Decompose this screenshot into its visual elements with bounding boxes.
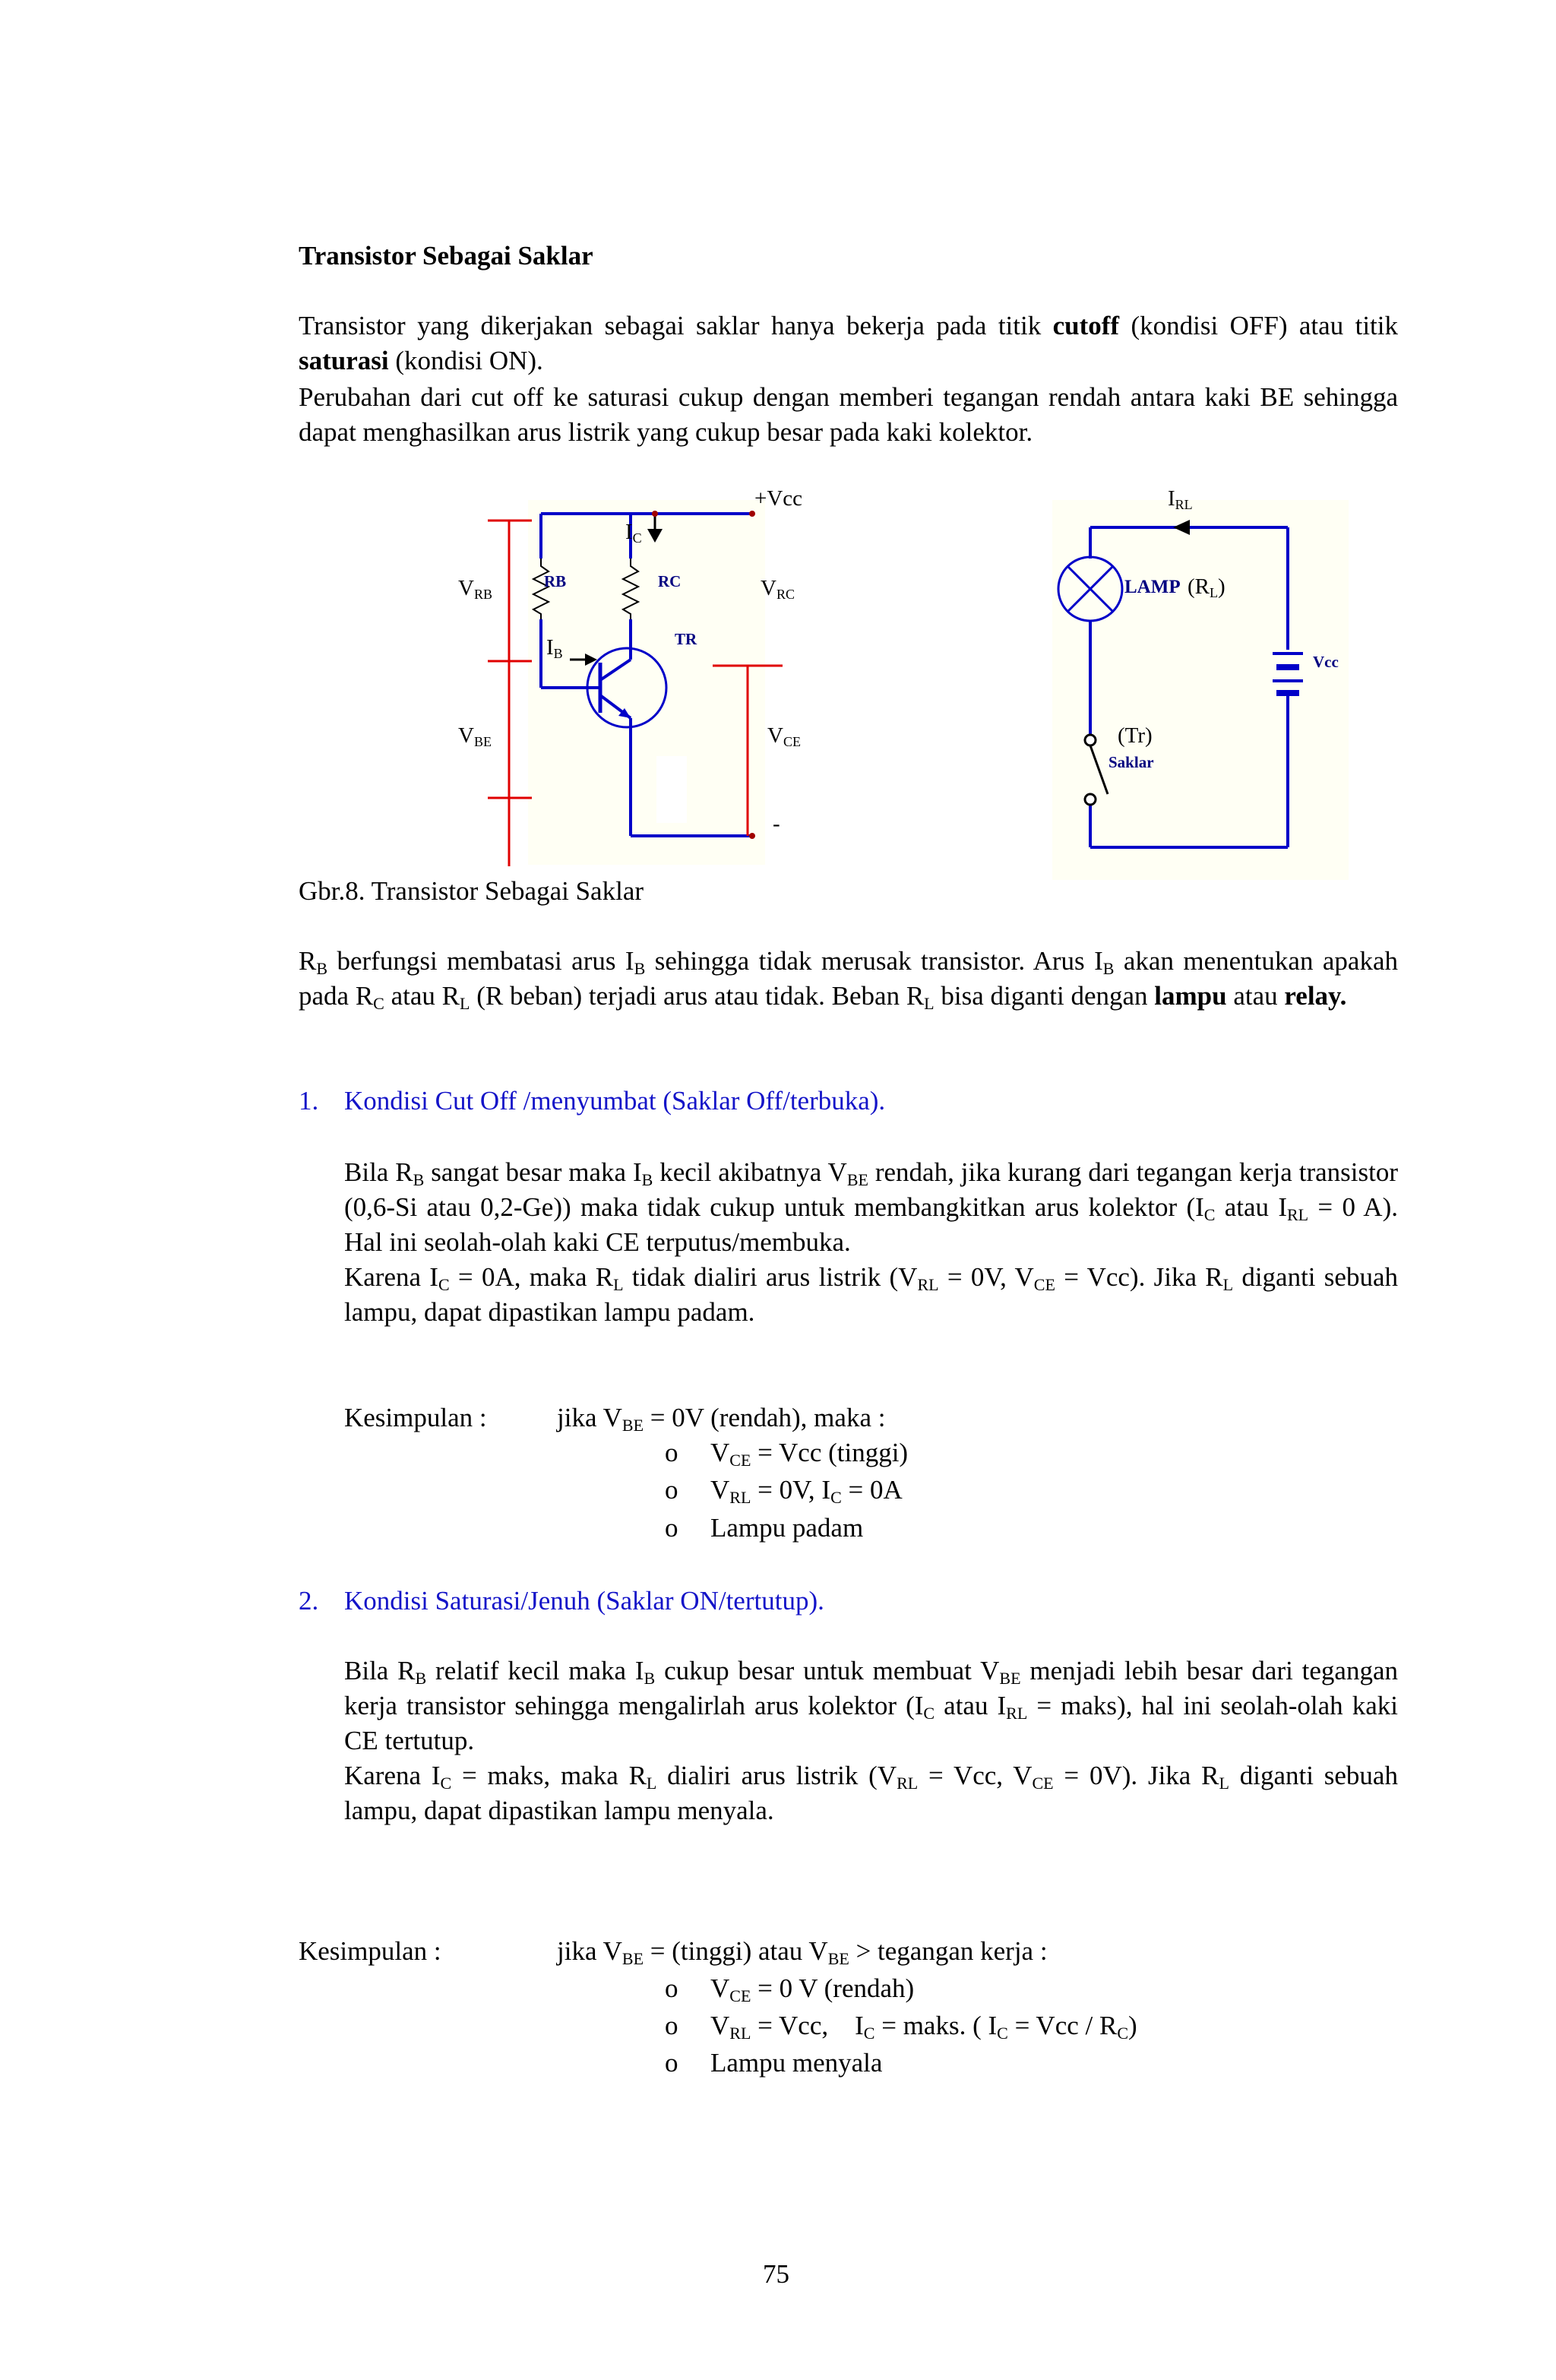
section-2-heading: Kondisi Saturasi/Jenuh (Saklar ON/tertutup). (344, 1586, 824, 1616)
tr-label: (Tr) (1118, 723, 1153, 748)
saklar-tag: Saklar (1108, 753, 1154, 771)
rc-tag: RC (658, 572, 682, 590)
section-2-number: 2. (299, 1586, 319, 1616)
rl-label: $(R_L)$ (1188, 574, 1226, 600)
section-1-paragraph-2: Karena $I_C = 0A$, maka $R_L$ tidak dialiri arus listrik ($V_{RL} = 0V$, $V_{CE} = Vcc$). Jika $R_L$ diganti sebuah lampu, dapat dipastikan lampu padam. (344, 1262, 1398, 1327)
section-1-condition: jika $V_{BE} = 0V$ (rendah), maka : (557, 1403, 886, 1435)
section-2-bullet-1: o $V_{CE} = 0$ V (rendah) (665, 1973, 915, 2005)
section-2-condition: jika $V_{BE}$ = (tinggi) atau $V_{BE}$ > tegangan kerja : (557, 1936, 1048, 1968)
page-number: 75 (763, 2259, 789, 2289)
vrc-label: $V_{RC}$ (761, 576, 795, 602)
section-2-paragraph-2: Karena $I_C$ = maks, maka $R_L$ dialiri arus listrik ($V_{RL}$ = Vcc, $V_{CE} = 0V$). Jika $R_L$ diganti sebuah lampu, dapat dipastikan lampu menyala. (344, 1761, 1398, 1825)
ib-label: $I_B$ (546, 635, 563, 661)
rb-tag: RB (544, 572, 567, 590)
vce-label: $V_{CE}$ (767, 723, 801, 749)
section-2-bullet-3: o Lampu menyala (665, 2048, 883, 2078)
ic-label: $I_C$ (625, 520, 642, 546)
vcc-tag: Vcc (1313, 653, 1339, 671)
intro-paragraph-1: Transistor yang dikerjakan sebagai saklar hanya bekerja pada titik cutoff (kondisi OFF) atau titik saturasi (kondisi ON). (299, 311, 1398, 375)
section-1-paragraph-1: Bila $R_B$ sangat besar maka $I_B$ kecil akibatnya $V_{BE}$ rendah, jika kurang dari tegangan kerja transistor (0,6-Si atau 0,2-Ge)) maka tidak cukup untuk membangkitkan arus kolektor ($I_C$ atau $I_{RL} = 0$ A). Hal ini seolah-olah kaki CE terputus/membuka. (344, 1157, 1398, 1257)
minus-label: - (773, 812, 780, 836)
section-1-bullet-1: o $V_{CE}$ = Vcc (tinggi) (665, 1438, 909, 1470)
section-1-bullet-2: o $V_{RL} = 0V$, $I_C = 0A$ (665, 1475, 903, 1507)
section-1-number: 1. (299, 1086, 319, 1116)
vcc-label: +Vcc (754, 486, 803, 511)
section-2-paragraph-1: Bila $R_B$ relatif kecil maka $I_B$ cukup besar untuk membuat $V_{BE}$ menjadi lebih besar dari tegangan kerja transistor sehingga mengalirlah arus kolektor ($I_C$ atau $I_{RL}$ = maks), hal ini seolah-olah kaki CE tertutup. (344, 1656, 1398, 1755)
irl-label: $I_{RL}$ (1168, 486, 1193, 512)
section-1-bullet-3: o Lampu padam (665, 1513, 864, 1543)
lamp-tag: LAMP (1124, 577, 1181, 597)
section-1-heading: Kondisi Cut Off /menyumbat (Saklar Off/terbuka). (344, 1086, 886, 1116)
figure-caption: Gbr.8. Transistor Sebagai Saklar (299, 876, 644, 906)
section-2-bullet-2: o $V_{RL}$ = Vcc, $I_C$ = maks. ( $I_C$ = Vcc / $R_C$) (665, 2011, 1137, 2043)
vbe-label: $V_{BE}$ (458, 723, 492, 749)
intro-paragraph-2: Perubahan dari cut off ke saturasi cukup dengan memberi tegangan rendah antara kaki BE sehingga dapat menghasilkan arus listrik yang cukup besar pada kaki kolektor. (299, 382, 1398, 447)
vrb-label: $V_{RB}$ (458, 576, 492, 602)
section-1-conclusion-label: Kesimpulan : (344, 1403, 487, 1432)
rb-paragraph: $R_B$ berfungsi membatasi arus $I_B$ sehingga tidak merusak transistor. Arus $I_B$ akan menentukan apakah pada $R_C$ atau $R_L$ (R beban) terjadi arus atau tidak. Beban $R_L$ bisa diganti dengan lampu atau relay. (299, 946, 1398, 1013)
section-title: Transistor Sebagai Saklar (299, 241, 593, 271)
lamp-circuit-diagram (1048, 494, 1352, 881)
tr-tag: TR (675, 630, 697, 648)
section-2-conclusion-label: Kesimpulan : (299, 1936, 441, 1966)
